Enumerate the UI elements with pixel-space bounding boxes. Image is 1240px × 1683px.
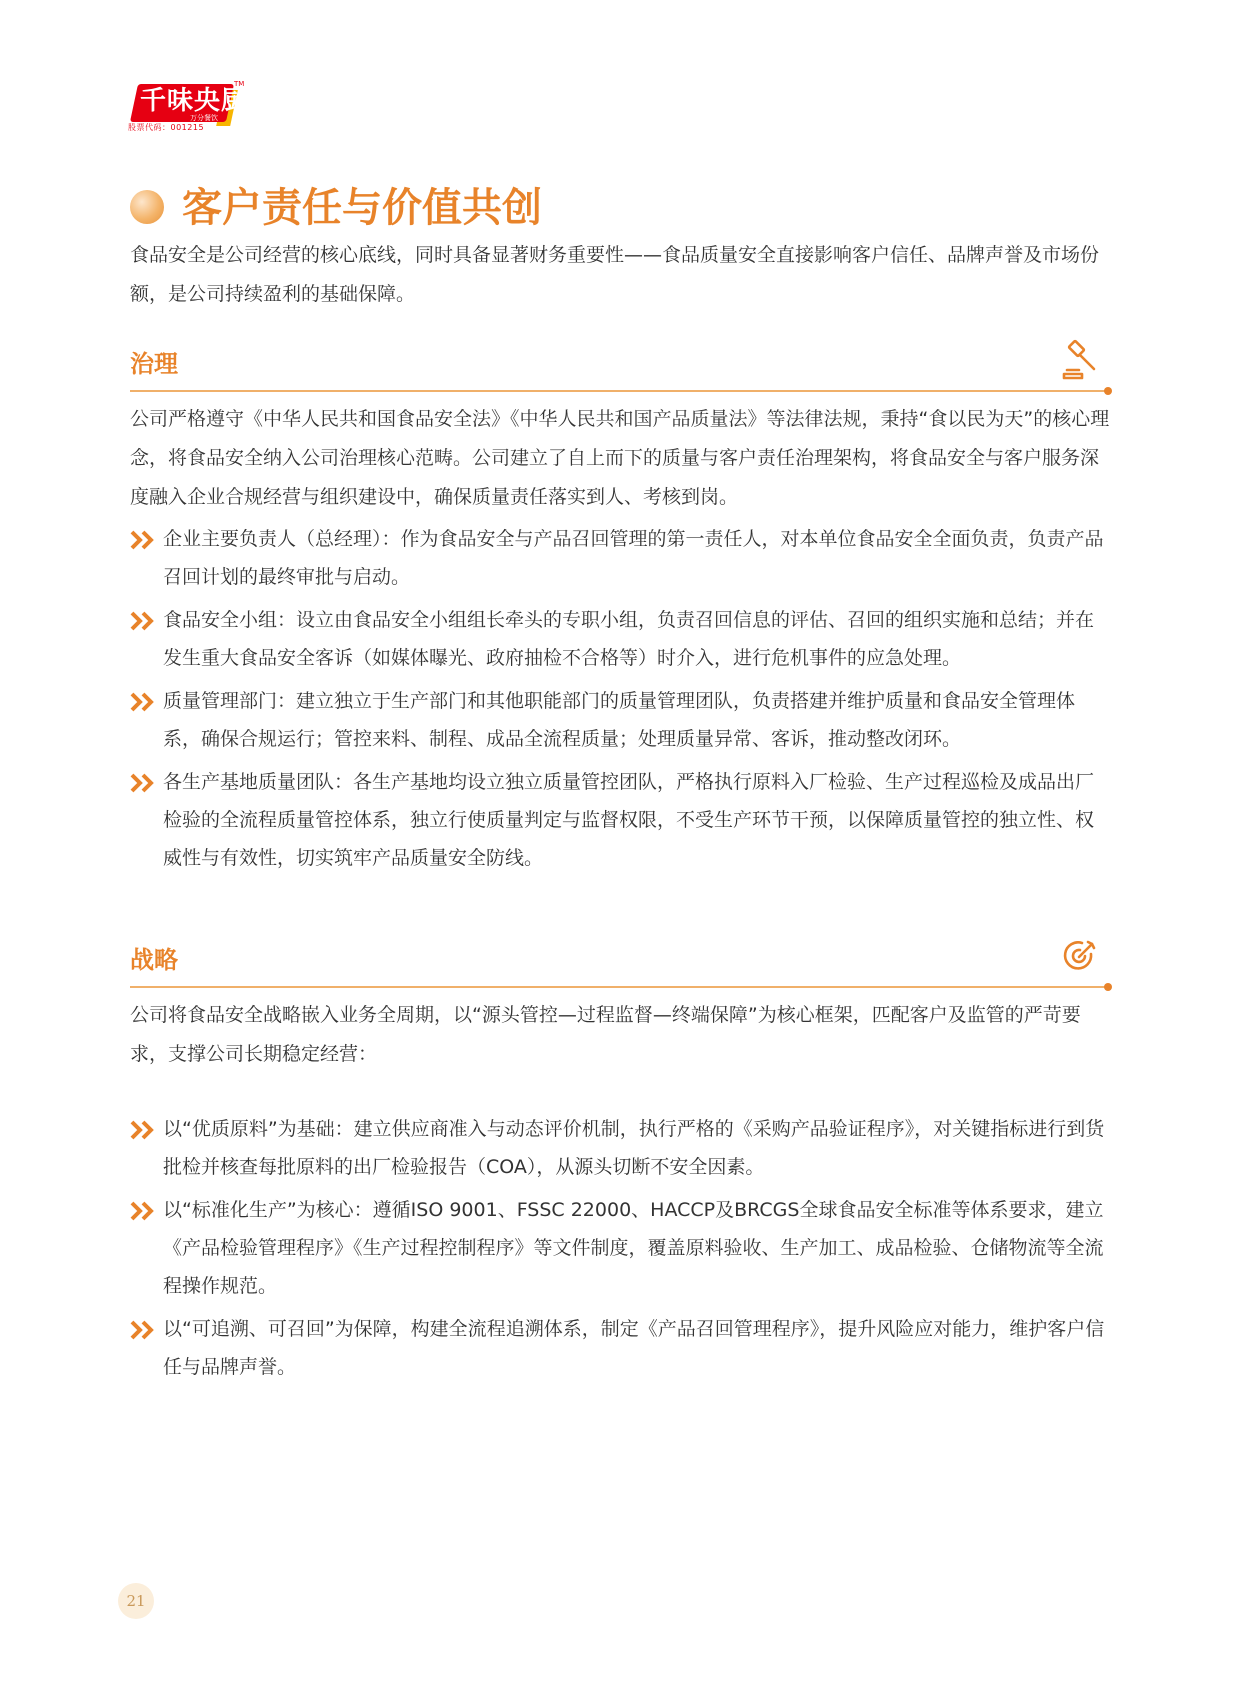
logo-sub-text: 万分餐饮 <box>190 114 218 122</box>
chevron-right-icon <box>130 772 156 794</box>
page-number: 21 <box>118 1583 154 1619</box>
logo-trademark: TM <box>234 80 245 88</box>
list-item-text: 以“标准化生产”为核心：遵循ISO 9001、FSSC 22000、HACCP及BRCGS全球食品安全标准等体系要求，建立《产品检验管理程序》《生产过程控制程序》等文件制度，覆盖原料验收、生产加工、成品检验、仓储物流等全流程操作规范。 <box>163 1199 1104 1297</box>
target-icon <box>1058 934 1102 978</box>
gavel-icon <box>1058 338 1102 382</box>
list-item-text: 企业主要负责人（总经理）：作为食品安全与产品召回管理的第一责任人，对本单位食品安全全面负责，负责产品召回计划的最终审批与启动。 <box>163 528 1104 588</box>
company-logo <box>128 80 248 132</box>
title-dot-icon <box>130 190 164 224</box>
list-item <box>130 682 1112 758</box>
list-item <box>130 1191 1112 1305</box>
logo-main-text: 千味央厨 <box>140 86 249 116</box>
list-item <box>130 1110 1112 1186</box>
governance-heading: 治理 <box>130 350 178 378</box>
strategy-header <box>130 940 1112 988</box>
governance-header <box>130 344 1112 392</box>
list-item <box>130 601 1112 677</box>
intro-paragraph: 食品安全是公司经营的核心底线，同时具备显著财务重要性——食品质量安全直接影响客户信任、品牌声誉及市场份额，是公司持续盈利的基础保障。 <box>130 244 1100 305</box>
strategy-rule <box>130 986 1106 988</box>
page-title: 客户责任与价值共创 <box>182 185 542 231</box>
list-item-text: 质量管理部门：建立独立于生产部门和其他职能部门的质量管理团队，负责搭建并维护质量和食品安全管理体系，确保合规运行；管控来料、制程、成品全流程质量；处理质量异常、客诉，推动整改闭环。 <box>163 690 1076 750</box>
logo-stock-code: 股票代码：001215 <box>128 123 205 132</box>
list-item-text: 食品安全小组：设立由食品安全小组组长牵头的专职小组，负责召回信息的评估、召回的组织实施和总结；并在发生重大食品安全客诉（如媒体曝光、政府抽检不合格等）时介入，进行危机事件的应急处理。 <box>163 609 1095 669</box>
strategy-intro: 公司将食品安全战略嵌入业务全周期，以“源头管控—过程监督—终端保障”为核心框架，匹配客户及监管的严苛要求，支撑公司长期稳定经营： <box>130 1004 1081 1065</box>
strategy-heading: 战略 <box>130 946 178 974</box>
governance-rule <box>130 390 1106 392</box>
list-item <box>130 763 1112 877</box>
chevron-right-icon <box>130 1119 156 1141</box>
list-item-text: 各生产基地质量团队：各生产基地均设立独立质量管控团队，严格执行原料入厂检验、生产过程巡检及成品出厂检验的全流程质量管控体系，独立行使质量判定与监督权限，不受生产环节干预，以保障质量管控的独立性、权威性与有效性，切实筑牢产品质量安全防线。 <box>163 771 1095 869</box>
governance-intro: 公司严格遵守《中华人民共和国食品安全法》《中华人民共和国产品质量法》等法律法规，秉持“食以民为天”的核心理念，将食品安全纳入公司治理核心范畴。公司建立了自上而下的质量与客户责任治理架构，将食品安全与客户服务深度融入企业合规经营与组织建设中，确保质量责任落实到人、考核到岗。 <box>130 408 1110 508</box>
list-item-text: 以“可追溯、可召回”为保障，构建全流程追溯体系，制定《产品召回管理程序》，提升风险应对能力，维护客户信任与品牌声誉。 <box>163 1318 1105 1378</box>
strategy-list <box>130 1110 1112 1391</box>
chevron-right-icon <box>130 529 156 551</box>
chevron-right-icon <box>130 691 156 713</box>
list-item <box>130 520 1112 596</box>
governance-list <box>130 520 1112 882</box>
list-item <box>130 1310 1112 1386</box>
chevron-right-icon <box>130 1319 156 1341</box>
list-item-text: 以“优质原料”为基础：建立供应商准入与动态评价机制，执行严格的《采购产品验证程序》，对关键指标进行到货批检并核查每批原料的出厂检验报告（COA），从源头切断不安全因素。 <box>163 1118 1105 1178</box>
chevron-right-icon <box>130 1200 156 1222</box>
chevron-right-icon <box>130 610 156 632</box>
